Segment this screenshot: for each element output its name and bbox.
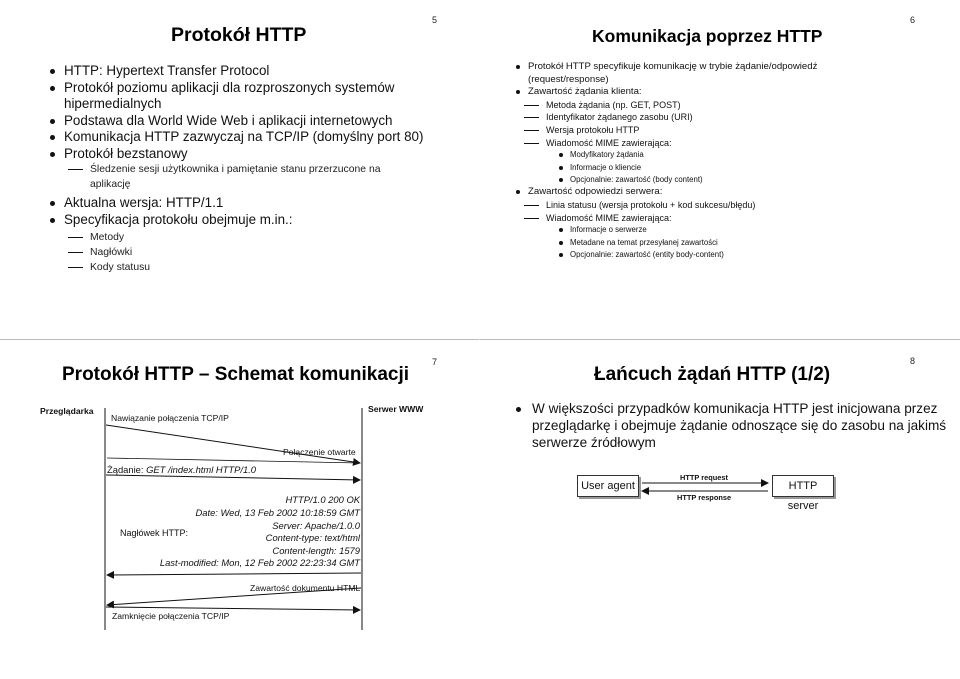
list-subitem: Wersja protokołu HTTP [524, 124, 936, 137]
response-line: Date: Wed, 13 Feb 2002 10:18:59 GMT [195, 507, 360, 518]
list-item: Zawartość odpowiedzi serwera: [516, 186, 936, 199]
page-number: 8 [910, 356, 916, 366]
header-label: Nagłówek HTTP: [120, 528, 189, 538]
response-line: Content-type: text/html [265, 532, 360, 543]
slide-5 [0, 0, 480, 339]
request-response-arrows [480, 340, 960, 679]
http-server-box: HTTP server [772, 475, 834, 497]
list-subsubitem: Informacje o serwerze [556, 224, 936, 236]
list-item: Aktualna wersja: HTTP/1.1 [48, 195, 458, 212]
request-line [107, 464, 256, 475]
bullet-list [48, 63, 458, 275]
list-item: Protokół poziomu aplikacji dla rozproszonych systemów hipermedialnych [48, 80, 458, 113]
list-subsubitem: Opcjonalnie: zawartość (body content) [556, 174, 936, 186]
page-number: 7 [432, 357, 438, 367]
slide-title: Komunikacja poprzez HTTP [592, 26, 823, 46]
slide-title: Protokół HTTP – Schemat komunikacji [62, 364, 410, 385]
opened-label: Połączenie otwarte [283, 447, 356, 457]
list-item: Komunikacja HTTP zazwyczaj na TCP/IP (domyślny port 80) [48, 129, 458, 146]
list-subsubitem: Informacje o kliencie [556, 162, 936, 174]
list-item: Specyfikacja protokołu obejmuje m.in.: [48, 212, 458, 229]
server-label: Serwer WWW [368, 404, 424, 414]
slide-title: Protokół HTTP [171, 24, 307, 46]
bullet-item: W większości przypadków komunikacja HTTP jest inicjowana przez przeglądarkę i obejmuje żądanie odnoszące się do zasobu na jakimś serwerze źródłowym [516, 400, 952, 451]
close-label: Zamknięcie połączenia TCP/IP [112, 611, 230, 621]
page-number: 5 [432, 15, 438, 25]
list-item: HTTP: Hypertext Transfer Protocol [48, 63, 458, 80]
request-label: Żądanie: [107, 464, 144, 475]
list-item: Protokół bezstanowy [48, 146, 458, 163]
list-subitem: Wiadomość MIME zawierająca: [524, 212, 936, 225]
list-subitem: Nagłówki [68, 245, 458, 260]
list-subsubitem: Metadane na temat przesyłanej zawartości [556, 237, 936, 249]
request-text: GET /index.html HTTP/1.0 [146, 464, 257, 475]
response-line: HTTP/1.0 200 OK [285, 494, 360, 505]
list-subitem: Wiadomość MIME zawierająca: [524, 137, 936, 150]
response-line: Content-length: 1579 [272, 545, 360, 556]
list-subitem: Śledzenie sesji użytkownika i pamiętanie stanu przerzucone na aplikację [68, 162, 410, 192]
slide-title: Łańcuch żądań HTTP (1/2) [594, 364, 831, 385]
list-subsubitem: Modyfikatory żądania [556, 149, 936, 161]
list-item: Zawartość żądania klienta: [516, 86, 936, 99]
http-request-label: HTTP request [680, 473, 728, 482]
slide-6 [480, 0, 960, 339]
http-response-label: HTTP response [677, 493, 732, 502]
list-item: Podstawa dla World Wide Web i aplikacji internetowych [48, 113, 458, 130]
slide-7 [0, 340, 480, 679]
response-line: Last-modified: Mon, 12 Feb 2002 22:23:34 GMT [159, 557, 360, 568]
list-subitem: Linia statusu (wersja protokołu + kod sukcesu/błędu) [524, 199, 936, 212]
connect-label: Nawiązanie połączenia TCP/IP [111, 413, 229, 423]
bullet-list [516, 61, 936, 261]
list-subsubitem: Opcjonalnie: zawartość (entity body-content) [556, 249, 936, 261]
list-subitem: Metoda żądania (np. GET, POST) [524, 99, 936, 112]
list-subitem: Kody statusu [68, 260, 458, 275]
slide-8 [480, 340, 960, 679]
browser-label: Przeglądarka [40, 406, 94, 416]
user-agent-box: User agent [577, 475, 639, 497]
list-item: Protokół HTTP specyfikuje komunikację w trybie żądanie/odpowiedź (request/response) [516, 61, 868, 86]
list-subitem: Metody [68, 230, 458, 245]
response-line: Server: Apache/1.0.0 [272, 520, 360, 531]
page-number: 6 [910, 15, 916, 25]
document-label: Zawartość dokumentu HTML [250, 583, 361, 593]
list-subitem: Identyfikator żądanego zasobu (URI) [524, 111, 936, 124]
